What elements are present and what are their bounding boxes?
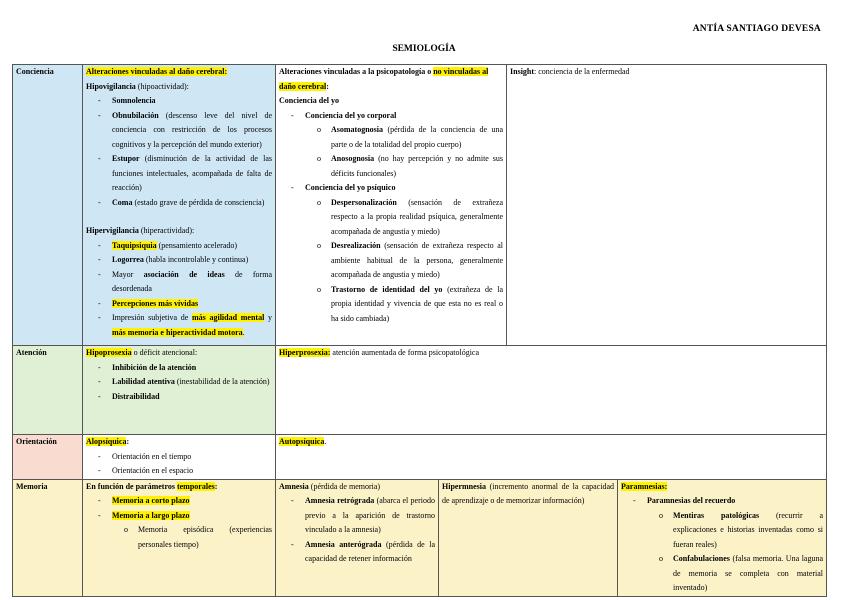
list-item: - Mayor asociación de ideas de forma desordenada [98, 268, 272, 297]
row-label-atencion: Atención [13, 346, 83, 435]
psiquico-sublist [305, 196, 503, 327]
hipermnesia-term: Hipermnesia [442, 481, 486, 491]
list-item: - Memoria a corto plazo [98, 494, 272, 509]
conciencia-psicopatologia-cell: Alteraciones vinculadas a la psicopatología o no vinculadas al daño cerebral: Conciencia del yo - Conciencia del yo corporal o Asomatognosia (pérdida de la conciencia de una parte o de la totalidad del propio cuerpo) o Anosognosia (no hay percepción y no admite sus déficits funcionales) - Conciencia del yo psíquico o Despersonalización (sensación de extrañeza respecto a la propia realidad psíquica, generalmente acompañada de angustia y miedo) o Desrealización (sensación de extrañeza respecto al ambiente habitual de la persona, generalmente acompañada de angustia y miedo) o Trastorno de identidad del yo (extrañeza de la propia identidad y vivencia de que esta no es real o ha sido cambiada) [276, 65, 507, 346]
list-item: - Amnesia retrógrada (abarca el periodo previo a la aparición de trastorno vinculado a la amnesia) [291, 494, 435, 538]
largo-plazo-sublist [112, 523, 272, 552]
alopsiquica-list [86, 450, 272, 479]
document-title: SEMIOLOGÍA [392, 44, 456, 54]
list-item: o Trastorno de identidad del yo (extrañeza de la propia identidad y vivencia de que esta no es real o ha sido cambiada) [317, 283, 503, 327]
list-item: - Orientación en el tiempo [98, 450, 272, 465]
conciencia-cerebral-title: Alteraciones vinculadas al daño cerebral: [86, 67, 228, 76]
amnesia-list [279, 494, 435, 567]
psicopatologia-title-a: Alteraciones vinculadas a la psicopatología o [279, 67, 434, 76]
memoria-title-a: En función de parámetros [86, 481, 177, 491]
row-label-orientacion: Orientación [13, 435, 83, 480]
memoria-temporal-list [86, 494, 272, 552]
list-item: - Estupor (disminución de la actividad de las funciones intelectuales, acompañada de falta de reacción) [98, 152, 272, 196]
row-label-conciencia: Conciencia [13, 65, 83, 346]
paramnesias-title: Paramnesias: [621, 481, 668, 491]
row-atencion [13, 346, 827, 435]
hipoprosexia-desc: o déficit atencional: [131, 348, 198, 357]
list-item: o Despersonalización (sensación de extrañeza respecto a la propia realidad psíquica, generalmente acompañada de angustia y miedo) [317, 196, 503, 240]
list-item: - Labilidad atentiva (inestabilidad de la atención) [98, 375, 272, 390]
alopsiquica-term: Alopsíquica [86, 437, 127, 446]
row-conciencia [13, 65, 827, 346]
list-item: - Taquipsiquia (pensamiento acelerado) [98, 239, 272, 254]
list-item: - Impresión subjetiva de más agilidad mental y más memoria e hiperactividad motora. [98, 311, 272, 340]
list-item: - Somnolencia [98, 94, 272, 109]
list-item: - Conciencia del yo psíquico o Despersonalización (sensación de extrañeza respecto a la propia realidad psíquica, generalmente acompañada de angustia y miedo) o Desrealización (sensación de extrañeza respecto al ambiente habitual de la persona, generalmente acompañada de angustia y miedo) o Trastorno de identidad del yo (extrañeza de la propia identidad y vivencia de que esta no es real o ha sido cambiada) [291, 181, 503, 326]
hipermnesia-desc: (incremento anormal de la capacidad de aprendizaje o de memorizar información) [442, 481, 615, 505]
conciencia-insight-cell [507, 65, 827, 346]
amnesia-desc: (pérdida de memoria) [308, 481, 381, 491]
list-item: - Orientación en el espacio [98, 464, 272, 479]
list-item: - Coma (estado grave de pérdida de consciencia) [98, 196, 272, 211]
list-item: - Percepciones más vívidas [98, 297, 272, 312]
list-item: o Mentiras patológicas (recurrir a explicaciones e historias inventadas como si fueran reales) [659, 509, 823, 553]
corporal-sublist [305, 123, 503, 181]
list-item: o Desrealización (sensación de extrañeza respecto al ambiente habitual de la persona, generalmente acompañada de angustia y miedo) [317, 239, 503, 283]
hipoprosexia-term: Hipoprosexia [86, 348, 132, 357]
row-label-memoria: Memoria [13, 479, 83, 596]
list-item: - Paramnesias del recuerdo o Mentiras patológicas (recurrir a explicaciones e historias inventadas como si fueran reales) o Confabulaciones (falsa memoria. Una laguna de memoria se completa con material inventado) [633, 494, 823, 596]
list-item: o Anosognosia (no hay percepción y no admite sus déficits funcionales) [317, 152, 503, 181]
list-item: o Memoria episódica (experiencias personales tiempo) [124, 523, 272, 552]
conciencia-cerebral-cell [83, 65, 276, 346]
list-item: - Inhibición de la atención [98, 361, 272, 376]
insight-desc: : conciencia de la enfermedad [534, 67, 630, 76]
hipovigilancia-desc: (hipoactividad): [135, 81, 189, 91]
psicopatologia-title-b: no vinculadas al daño cerebral [279, 67, 489, 91]
list-item: - Logorrea (habla incontrolable y continua) [98, 253, 272, 268]
memoria-paramnesias-cell [618, 479, 827, 596]
memoria-temporal-cell: En función de parámetros temporales: - Memoria a corto plazo - Memoria a largo plazo o Memoria episódica (experiencias personales tiempo) [83, 479, 276, 596]
hipoprosexia-list [86, 361, 272, 405]
paramnesias-list [621, 494, 823, 596]
list-item: - Obnubilación (descenso leve del nivel de conciencia con restricción de los procesos cognitivos y la percepción del mundo exterior) [98, 109, 272, 153]
list-item: - Memoria a largo plazo o Memoria episódica (experiencias personales tiempo) [98, 509, 272, 553]
memoria-amnesia-cell [276, 479, 439, 596]
row-orientacion [13, 435, 827, 480]
atencion-hipo-cell [83, 346, 276, 435]
hipervigilancia-term: Hipervigilancia [86, 226, 139, 235]
amnesia-term: Amnesia [279, 481, 309, 491]
orientacion-auto-cell: Autopsíquica. [276, 435, 827, 480]
autopsiquica-term: Autopsíquica [279, 437, 325, 446]
insight-term: Insight [510, 67, 535, 76]
hipovigilancia-term: Hipovigilancia [86, 81, 136, 91]
memoria-hipermnesia-cell [439, 479, 618, 596]
row-memoria [13, 479, 827, 596]
hiperprosexia-desc: atención aumentada de forma psicopatológica [330, 348, 480, 357]
conciencia-yo-list [279, 109, 503, 327]
conciencia-yo-heading: Conciencia del yo [279, 96, 339, 105]
list-item: o Asomatognosia (pérdida de la conciencia de una parte o de la totalidad del propio cuerpo) [317, 123, 503, 152]
orientacion-alo-cell: Alopsíquica: - Orientación en el tiempo - Orientación en el espacio [83, 435, 276, 480]
atencion-hiper-cell [276, 346, 827, 435]
list-item: - Amnesia anterógrada (pérdida de la capacidad de retener información [291, 538, 435, 567]
hipervigilancia-desc: (hiperactividad): [138, 226, 195, 235]
author-name: ANTÍA SANTIAGO DEVESA [692, 24, 821, 34]
hipovigilancia-list [86, 94, 272, 210]
paramnesias-sublist [647, 509, 823, 596]
semiology-table [12, 64, 827, 597]
memoria-title-b: temporales [176, 481, 215, 491]
list-item: - Distraibilidad [98, 390, 272, 405]
list-item: - Conciencia del yo corporal o Asomatognosia (pérdida de la conciencia de una parte o de la totalidad del propio cuerpo) o Anosognosia (no hay percepción y no admite sus déficits funcionales) [291, 109, 503, 182]
hiperprosexia-term: Hiperprosexia: [279, 348, 331, 357]
list-item: o Confabulaciones (falsa memoria. Una laguna de memoria se completa con material inventado) [659, 552, 823, 596]
hipervigilancia-list [86, 239, 272, 341]
